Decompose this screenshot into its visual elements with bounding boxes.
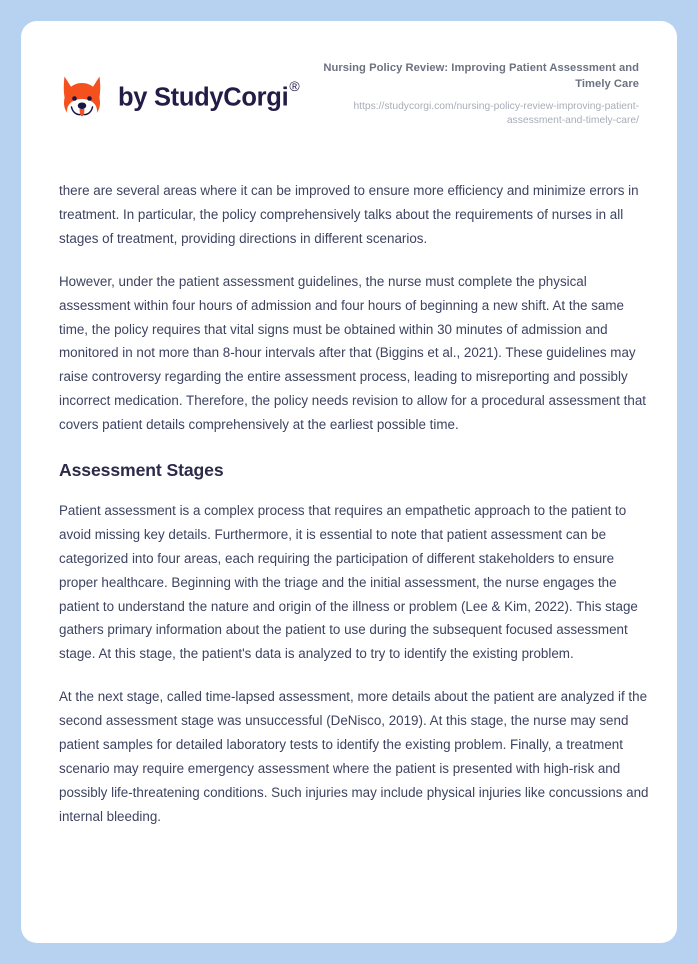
- body-paragraph-3: Patient assessment is a complex process that requires an empathetic approach to the patient to avoid missing key details. Furthermore, it is essential to note that patient assessment can be categorized into four areas, each requiring the participation of different stakeholders to ensure proper healthcare. Beginning with the triage and the initial assessment, the nurse engages the patient to understand the nature and origin of the illness or problem (Lee & Kim, 2022). This stage gathers primary information about the patient to use during the subsequent focused assessment stage. At this stage, the patient's data is analyzed to try to identify the existing problem.: [59, 502, 638, 662]
- brand-wordmark: [118, 77, 300, 111]
- body-paragraph-1: there are several areas where it can be improved to ensure more efficiency and minimize errors in treatment. In particular, the policy comprehensively talks about the requirements of nurses in all stages of treatment, providing directions in different scenarios.: [59, 183, 639, 246]
- brand-wordmark-text: by StudyCorgi: [118, 83, 289, 111]
- document-page-card: [21, 21, 677, 943]
- source-url[interactable]: https://studycorgi.com/nursing-policy-review-improving-patient-assessment-and-timely-care/: [353, 100, 639, 127]
- body-paragraph-2: However, under the patient assessment guidelines, the nurse must complete the physical assessment within four hours of admission and four hours of beginning a new shift. At the same time, the policy requires that vital signs must be obtained within 30 minutes of admission and monitored in not more than 8-hour intervals after that (Biggins et al., 2021). These guidelines may raise controversy regarding the entire assessment process, leading to misreporting and possibly incorrect medication. Therefore, the policy needs revision to allow for a procedural assessment that covers patient details comprehensively at the earliest possible time.: [59, 273, 647, 433]
- corgi-logo-icon: [59, 73, 105, 121]
- body-paragraph-4: At the next stage, called time-lapsed assessment, more details about the patient are analyzed if the second assessment stage was unsuccessful (DeNisco, 2019). At this stage, the nurse may send patient samples for detailed laboratory tests to identify the existing problem. Finally, a treatment scenario may require emergency assessment where the patient is presented with high-risk and possibly life-threatening conditions. Such injuries may include physical injuries like concussions and internal bleeding.: [59, 689, 649, 824]
- header-meta: [314, 59, 639, 129]
- brand-logo: [59, 59, 298, 121]
- document-header: [21, 59, 677, 139]
- document-body: [59, 179, 655, 829]
- registered-trademark-icon: ®: [289, 77, 300, 94]
- page-title: Nursing Policy Review: Improving Patient Assessment and Timely Care: [323, 62, 639, 90]
- section-heading-assessment-stages: Assessment Stages: [59, 460, 224, 481]
